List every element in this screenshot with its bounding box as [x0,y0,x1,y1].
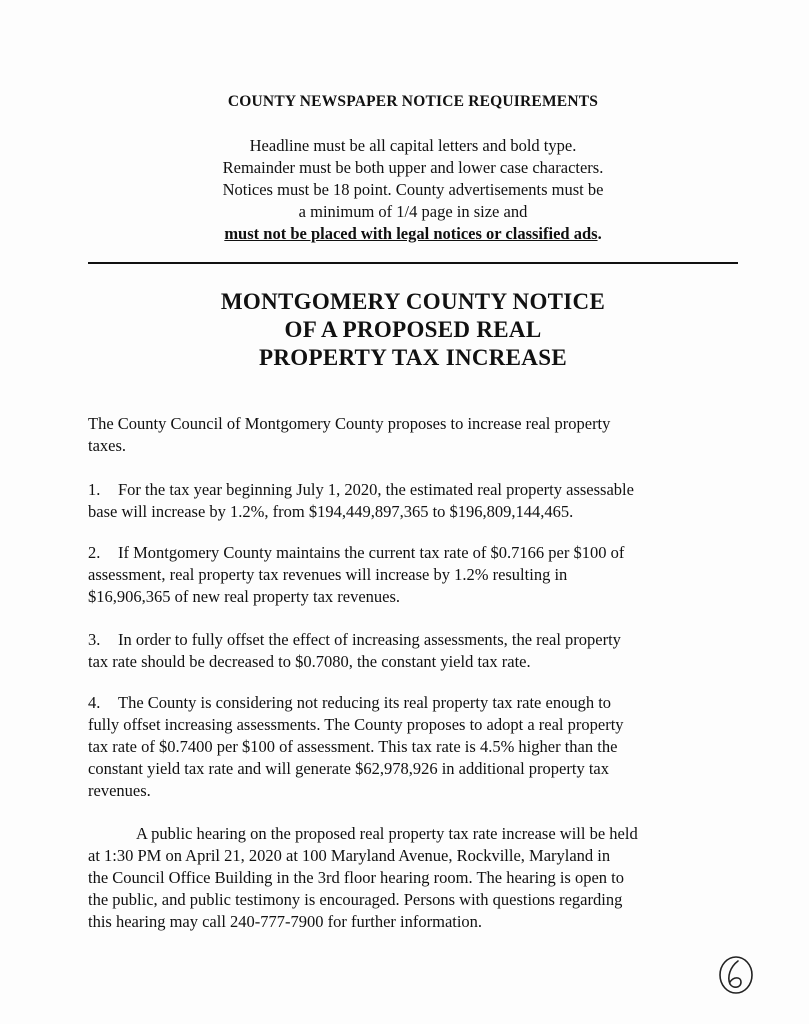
item-line: The County is considering not reducing its real property tax rate enough to [118,693,612,712]
notice-headline [0,288,809,372]
item-number: 2. [88,543,101,562]
item-number: 4. [88,693,101,712]
handwritten-page-number-icon [716,951,756,997]
item-line: For the tax year beginning July 1, 2020, the estimated real property assessable [118,480,634,499]
notice-headline-line: PROPERTY TAX INCREASE [259,345,567,370]
section-divider [88,262,738,264]
requirements-line: a minimum of 1/4 page in size and [298,202,528,221]
item-line: revenues. [88,781,151,800]
hearing-line: the Council Office Building in the 3rd floor hearing room. The hearing is open to [88,868,624,887]
intro-line: taxes. [88,436,127,455]
hearing-line: the public, and public testimony is encouraged. Persons with questions regarding [88,890,623,909]
requirements-text [0,135,809,245]
item-line: fully offset increasing assessments. The County proposes to adopt a real property [88,715,624,734]
requirements-emphasis-line: must not be placed with legal notices or classified ads. [224,224,602,243]
item-line: constant yield tax rate and will generate $62,978,926 in additional property tax [88,759,609,778]
requirements-emphasis: must not be placed with legal notices or classified ads [224,224,598,243]
requirements-line: Headline must be all capital letters and bold type. [249,136,577,155]
item-4-paragraph [88,692,738,802]
item-1-paragraph [88,479,738,523]
intro-line: The County Council of Montgomery County proposes to increase real property [88,414,611,433]
item-number: 3. [88,630,101,649]
item-line: $16,906,365 of new real property tax revenues. [88,587,401,606]
item-line: assessment, real property tax revenues will increase by 1.2% resulting in [88,565,568,584]
item-number: 1. [88,480,101,499]
hearing-line: at 1:30 PM on April 21, 2020 at 100 Maryland Avenue, Rockville, Maryland in [88,846,611,865]
requirements-heading: COUNTY NEWSPAPER NOTICE REQUIREMENTS [227,93,599,110]
hearing-paragraph [88,823,738,933]
intro-paragraph [88,413,738,457]
notice-headline-line: MONTGOMERY COUNTY NOTICE [220,289,606,314]
requirements-line: Notices must be 18 point. County advertisements must be [222,180,604,199]
item-3-paragraph [88,629,738,673]
hearing-line: this hearing may call 240-777-7900 for further information. [88,912,483,931]
item-line: tax rate of $0.7400 per $100 of assessment. This tax rate is 4.5% higher than the [88,737,618,756]
item-line: tax rate should be decreased to $0.7080, the constant yield tax rate. [88,652,531,671]
requirements-line: Remainder must be both upper and lower case characters. [222,158,604,177]
hearing-line: A public hearing on the proposed real property tax rate increase will be held [136,824,638,843]
notice-headline-line: OF A PROPOSED REAL [284,317,542,342]
item-line: If Montgomery County maintains the current tax rate of $0.7166 per $100 of [118,543,625,562]
item-2-paragraph [88,542,738,608]
item-line: base will increase by 1.2%, from $194,449,897,365 to $196,809,144,465. [88,502,574,521]
item-line: In order to fully offset the effect of increasing assessments, the real property [118,630,621,649]
